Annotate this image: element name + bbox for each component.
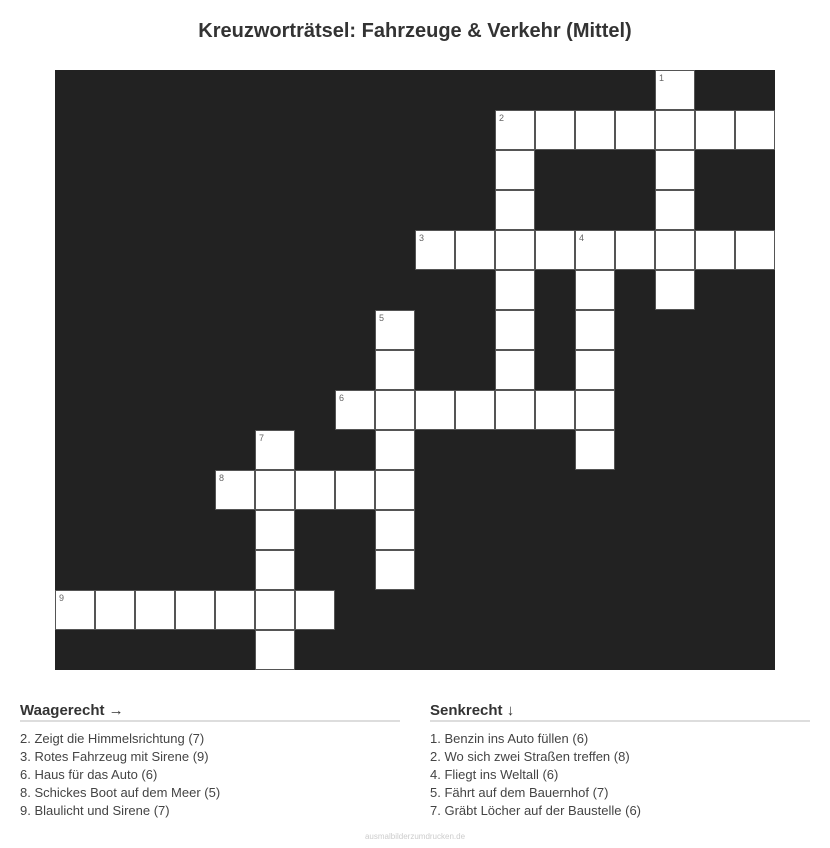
crossword-cell[interactable]: [135, 590, 175, 630]
crossword-cell[interactable]: [255, 430, 295, 470]
down-clues: [430, 702, 810, 820]
crossword-cell[interactable]: [575, 430, 615, 470]
crossword-cell[interactable]: [375, 430, 415, 470]
crossword-cell[interactable]: [335, 470, 375, 510]
crossword-cell[interactable]: [655, 150, 695, 190]
down-clue: 2. Wo sich zwei Straßen treffen (8): [430, 749, 630, 764]
crossword-cell[interactable]: [415, 390, 455, 430]
crossword-cell[interactable]: [655, 70, 695, 110]
crossword-cell[interactable]: [375, 470, 415, 510]
crossword-cell[interactable]: [575, 310, 615, 350]
crossword-cell[interactable]: [255, 470, 295, 510]
down-clue: 4. Fliegt ins Weltall (6): [430, 767, 559, 782]
down-clue: 7. Gräbt Löcher auf der Baustelle (6): [430, 803, 642, 818]
crossword-cell[interactable]: [655, 110, 695, 150]
across-clue: 8. Schickes Boot auf dem Meer (5): [20, 785, 221, 800]
crossword-cell[interactable]: [255, 510, 295, 550]
crossword-cell[interactable]: [375, 550, 415, 590]
crossword-cell[interactable]: [175, 590, 215, 630]
crossword-cell[interactable]: [615, 230, 655, 270]
across-clue: 9. Blaulicht und Sirene (7): [20, 803, 170, 818]
crossword-cell[interactable]: [295, 590, 335, 630]
down-heading: Senkrecht ↓: [430, 702, 810, 722]
crossword-cell[interactable]: [575, 270, 615, 310]
crossword-cell[interactable]: [295, 470, 335, 510]
crossword-cell[interactable]: [535, 230, 575, 270]
clue-number: 9: [59, 593, 65, 603]
crossword-cell[interactable]: [375, 390, 415, 430]
clue-number: 6: [339, 393, 345, 403]
page-title: Kreuzworträtsel: Fahrzeuge & Verkehr (Mittel): [198, 20, 632, 42]
crossword-cell[interactable]: [335, 390, 375, 430]
crossword-cell[interactable]: [575, 230, 615, 270]
crossword-cell[interactable]: [615, 110, 655, 150]
across-heading: Waagerecht →: [20, 702, 400, 722]
crossword-cell[interactable]: [255, 630, 295, 670]
crossword-cell[interactable]: [95, 590, 135, 630]
crossword-cell[interactable]: [215, 590, 255, 630]
clue-number: 7: [259, 433, 265, 443]
crossword-cell[interactable]: [495, 390, 535, 430]
crossword-cell[interactable]: [55, 590, 95, 630]
crossword-cell[interactable]: [575, 390, 615, 430]
crossword-cell[interactable]: [375, 350, 415, 390]
crossword-cell[interactable]: [575, 350, 615, 390]
across-clues: [20, 702, 400, 820]
crossword-cell[interactable]: [655, 190, 695, 230]
crossword-cell[interactable]: [455, 230, 495, 270]
crossword-cell[interactable]: [495, 350, 535, 390]
clue-number: 3: [419, 233, 425, 243]
crossword-cell[interactable]: [655, 270, 695, 310]
crossword-cell[interactable]: [495, 150, 535, 190]
clue-number: 1: [659, 73, 665, 83]
across-clue: 2. Zeigt die Himmelsrichtung (7): [20, 731, 205, 746]
crossword-cell[interactable]: [415, 230, 455, 270]
clue-number: 4: [579, 233, 585, 243]
crossword-cell[interactable]: [455, 390, 495, 430]
crossword-cell[interactable]: [495, 110, 535, 150]
crossword-grid: [55, 70, 775, 670]
across-clue: 3. Rotes Fahrzeug mit Sirene (9): [20, 749, 209, 764]
across-clue: 6. Haus für das Auto (6): [20, 767, 158, 782]
crossword-cell[interactable]: [495, 310, 535, 350]
crossword-cell[interactable]: [215, 470, 255, 510]
crossword-cell[interactable]: [735, 230, 775, 270]
crossword-cell[interactable]: [695, 110, 735, 150]
crossword-cell[interactable]: [575, 110, 615, 150]
crossword-cell[interactable]: [495, 190, 535, 230]
crossword-cell[interactable]: [375, 510, 415, 550]
crossword-cell[interactable]: [375, 310, 415, 350]
crossword-cell[interactable]: [695, 230, 735, 270]
crossword-cell[interactable]: [655, 230, 695, 270]
crossword-cell[interactable]: [535, 390, 575, 430]
crossword-cell[interactable]: [255, 550, 295, 590]
clue-number: 2: [499, 113, 505, 123]
crossword-cell[interactable]: [255, 590, 295, 630]
down-clue: 5. Fährt auf dem Bauernhof (7): [430, 785, 609, 800]
crossword-cell[interactable]: [495, 270, 535, 310]
down-clue: 1. Benzin ins Auto füllen (6): [430, 731, 589, 746]
crossword-cell[interactable]: [735, 110, 775, 150]
crossword-cell[interactable]: [495, 230, 535, 270]
footer-credit: ausmalbilderzumdrucken.de: [364, 832, 466, 841]
crossword-cell[interactable]: [535, 110, 575, 150]
clue-number: 8: [219, 473, 225, 483]
clue-number: 5: [379, 313, 385, 323]
